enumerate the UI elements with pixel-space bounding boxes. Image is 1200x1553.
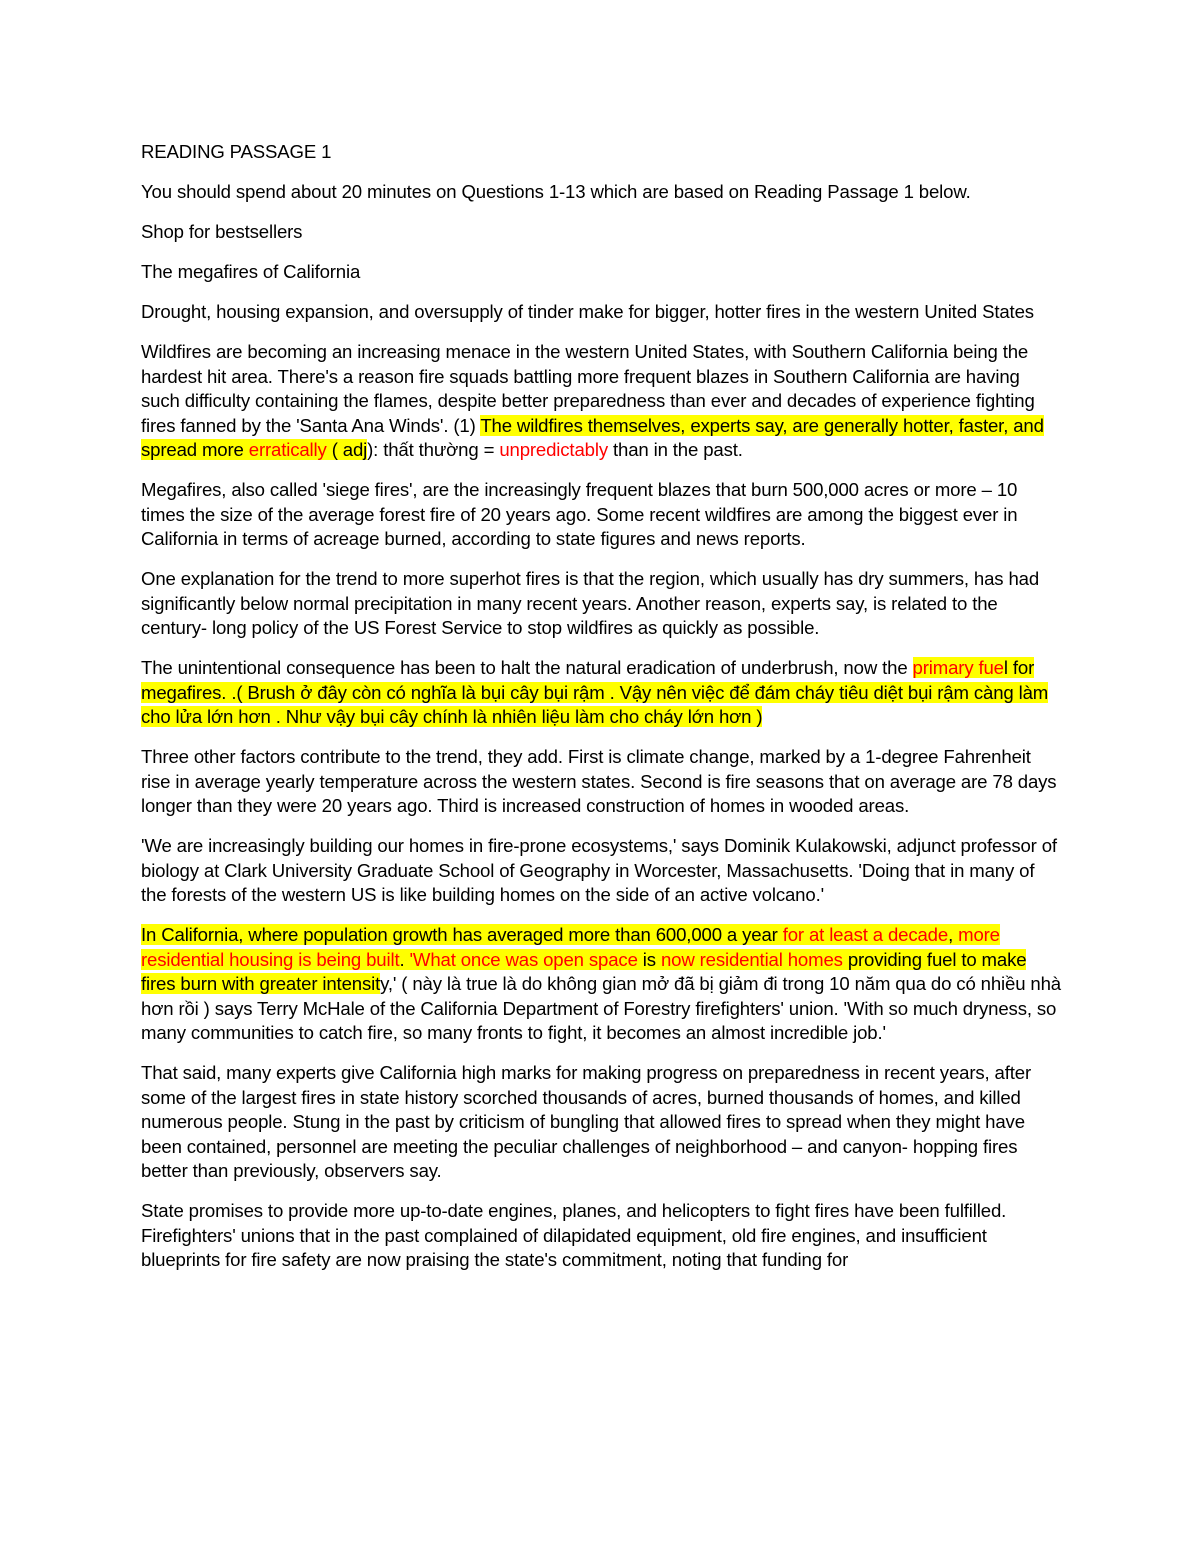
- passage-heading: READING PASSAGE 1: [141, 141, 332, 162]
- paragraph-8: That said, many experts give California high marks for making progress on preparedness in recent years, after some of the largest fires in state history scorched thousands of acres, burned thousands of homes, and killed numerous people. Stung in the past by criticism of bungling that allowed fires to spread when they might have been contained, personnel are meeting the peculiar challenges of neighborhood – and canyon- hopping fires better than previously, observers say.: [141, 1062, 1032, 1181]
- p4-vietnamese-note: l for megafires. .( Brush ở đây còn có nghĩa là bụi cây bụi rậm . Vậy nên việc để đám cháy tiêu diệt bụi rậm càng làm cho lửa lớn hơn . Như vậy bụi cây chính là nhiên liệu làm cho cháy lớn hơn ): [141, 657, 1049, 727]
- p1-keyword-unpredictably: unpredictably: [499, 439, 608, 460]
- p1-tail: than in the past.: [607, 439, 743, 460]
- p1-text: Wildfires are becoming an increasing menace in the western United States, with Southern California being the hardest hit area. There's a reason fire squads battling more frequent blazes in Southern California are having such difficulty containing the flames, despite better preparedness than ever and decades of experience fighting fires fanned by the 'Santa Ana Winds'. (1): [141, 341, 1035, 436]
- paragraph-5: Three other factors contribute to the trend, they add. First is climate change, marked by a 1-degree Fahrenheit rise in average yearly temperature across the western states. Second is fire seasons that on average are 78 days longer than they were 20 years ago. Third is increased construction of homes in wooded areas.: [141, 746, 1057, 816]
- p7-keyword-decade: for at least a decade: [782, 924, 949, 945]
- paragraph-3: One explanation for the trend to more superhot fires is that the region, which usually has dry summers, has had significantly below normal precipitation in many recent years. Another reason, experts say, is related to the century- long policy of the US Forest Service to stop wildfires as quickly as possible.: [141, 568, 1040, 638]
- p1-paren-open: (: [326, 439, 343, 460]
- p4-keyword-primary-fuel: primary fue: [912, 657, 1004, 678]
- paragraph-1: [141, 340, 1061, 463]
- paragraph-2: Megafires, also called 'siege fires', are the increasingly frequent blazes that burn 500,000 acres or more – 10 times the size of the average forest fire of 20 years ago. Some recent wildfires are among the biggest ever in California in terms of acreage burned, according to state figures and news reports.: [141, 479, 1018, 549]
- p7-text-a: In California, where population growth has averaged more than 600,000 a year: [141, 924, 783, 945]
- paragraph-4: [141, 656, 1061, 730]
- instruction-text: You should spend about 20 minutes on Questions 1-13 which are based on Reading Passage 1 below.: [141, 181, 971, 202]
- p7-tail: y,' ( này là true là do không gian mở đã bị giảm đi trong 10 năm qua do có nhiều nhà hơn rồi ) says Terry McHale of the California Department of Forestry firefighters' union. 'With so much dryness, so many communities to catch fire, so many fronts to fight, it becomes an almost incredible job.': [141, 973, 1061, 1043]
- p1-adj-note: adj: [342, 439, 368, 460]
- p1-highlight-sentence: The wildfires themselves, experts say, are generally hotter, faster, and spread more: [141, 414, 1044, 460]
- shop-line: Shop for bestsellers: [141, 221, 303, 242]
- p7-comma: ,: [948, 924, 959, 945]
- p4-text: The unintentional consequence has been to halt the natural eradication of underbrush, now the: [141, 657, 913, 678]
- p7-is: is: [637, 948, 661, 970]
- article-subtitle: Drought, housing expansion, and oversupply of tinder make for bigger, hotter fires in the western United States: [141, 301, 1034, 322]
- p1-vietnamese-note: ): thất thường =: [367, 439, 500, 460]
- p7-period: .: [399, 948, 410, 970]
- p7-keyword-residential-homes: now residential homes: [660, 948, 843, 970]
- article-title: The megafires of California: [141, 261, 361, 282]
- p7-text-fuel: providing fuel to make fires burn with greater intensit: [141, 948, 1027, 994]
- paragraph-7: [141, 923, 1061, 1046]
- document-page: [141, 140, 1061, 1288]
- paragraph-9: State promises to provide more up-to-date engines, planes, and helicopters to fight fires have been fulfilled. Firefighters' unions that in the past complained of dilapidated equipment, old fire engines, and insufficient blueprints for fire safety are now praising the state's commitment, noting that funding for: [141, 1200, 1007, 1270]
- p1-keyword-erratically: erratically: [248, 439, 327, 460]
- p7-keyword-open-space: 'What once was open space: [409, 948, 638, 970]
- p7-keyword-housing: more residential housing is being built: [141, 924, 1000, 970]
- paragraph-6: 'We are increasingly building our homes in fire-prone ecosystems,' says Dominik Kulakowski, adjunct professor of biology at Clark University Graduate School of Geography in Worcester, Massachusetts. 'Doing that in many of the forests of the western US is like building homes on the side of an active volcano.': [141, 835, 1057, 905]
